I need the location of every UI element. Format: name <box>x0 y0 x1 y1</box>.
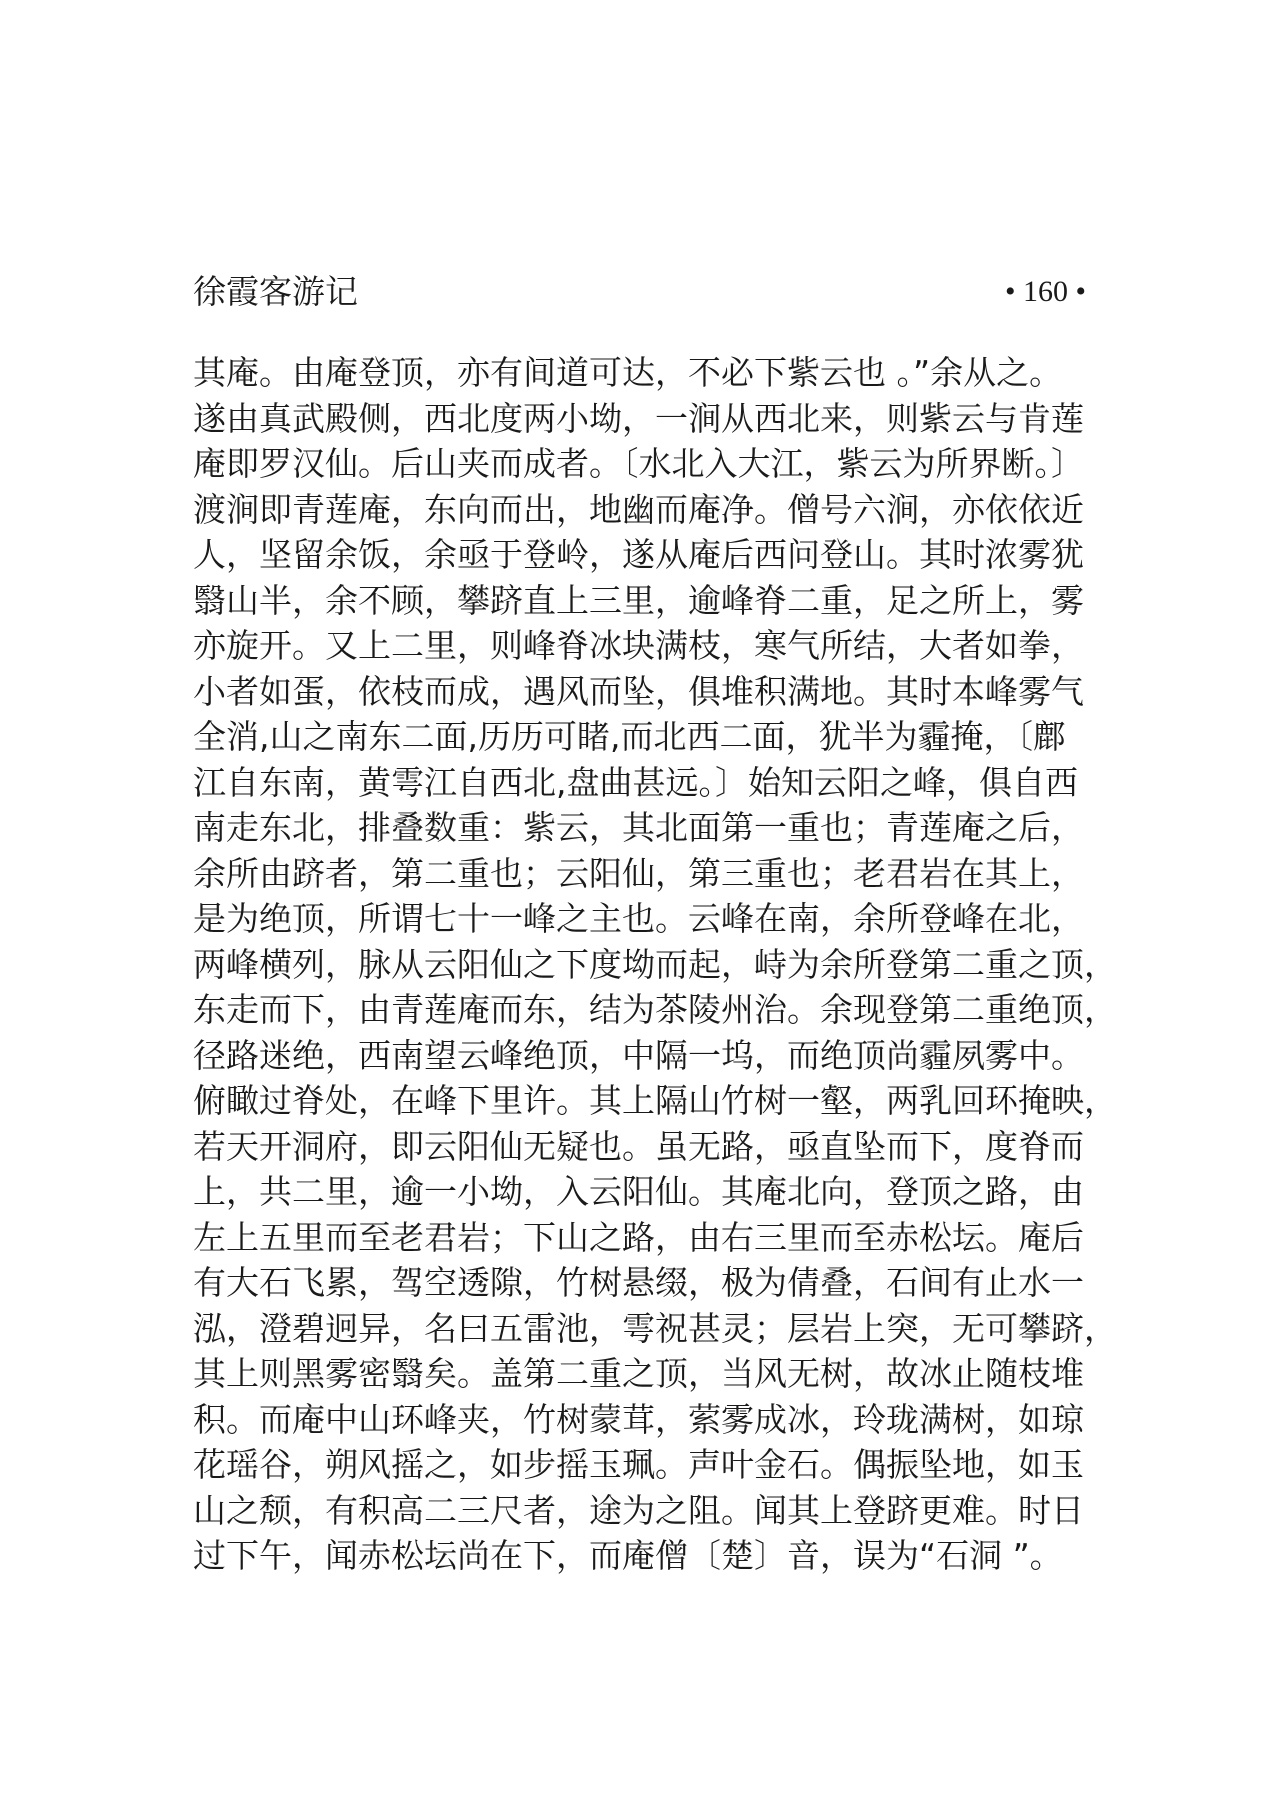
text-line: 俯瞰过脊处，在峰下里许。其上隔山竹树一壑，两乳回环掩映， <box>193 1081 1117 1120</box>
text-line: 翳山半，余不顾，攀跻直上三里，逾峰脊二重，足之所上，雾 <box>193 580 1084 620</box>
text-line: 小者如蛋，依枝而成，遇风而坠，俱堆积满地。其时本峰雾气 <box>193 671 1084 711</box>
text-line: 渡涧即青莲庵，东向而出，地幽而庵净。僧号六涧，亦依依近 <box>193 489 1084 529</box>
text-line: 亦旋开。又上二里，则峰脊冰块满枝，寒气所结，大者如拳， <box>193 626 1084 665</box>
text-line: 泓，澄碧迥异，名曰五雷池，雩祝甚灵；层岩上突，无可攀跻， <box>193 1308 1117 1348</box>
text-line: 花瑶谷，朔风摇之，如步摇玉珮。声叶金石。偶振坠地，如玉 <box>193 1445 1084 1484</box>
book-title: 徐霞客游记 <box>193 272 358 311</box>
body-text <box>193 350 1117 1579</box>
text-line: 人，坚留余饭，余亟于登岭，遂从庵后西问登山。其时浓雾犹 <box>193 535 1084 574</box>
text-line: 左上五里而至老君岩；下山之路，由右三里而至赤松坛。庵后 <box>193 1217 1084 1257</box>
text-line: 东走而下，由青莲庵而东，结为茶陵州治。余现登第二重绝顶， <box>193 990 1117 1029</box>
text-line: 江自东南，黄雩江自西北,盘曲甚远。〕始知云阳之峰，俱自西 <box>193 762 1078 802</box>
text-line: 其上则黑雾密翳矣。盖第二重之顶，当风无树，故冰止随枝堆 <box>193 1354 1084 1393</box>
text-line: 若天开洞府，即云阳仙无疑也。虽无路，亟直坠而下，度脊而 <box>193 1126 1084 1166</box>
text-line: 有大石飞累，驾空透隙，竹树悬缀，极为倩叠，石间有止水一 <box>193 1263 1084 1302</box>
text-line: 山之颓，有积高二三尺者，途为之阻。闻其上登跻更难。时日 <box>193 1490 1084 1530</box>
text-line: 过下午，闻赤松坛尚在下，而庵僧〔楚〕音，误为“石洞 ”。 <box>193 1536 1063 1575</box>
text-line: 积。而庵中山环峰夹，竹树蒙茸，萦雾成冰，玲珑满树，如琼 <box>193 1399 1084 1439</box>
text-line: 两峰横列，脉从云阳仙之下度坳而起，峙为余所登第二重之顶， <box>193 944 1117 984</box>
text-line: 南走东北，排叠数重：紫云，其北面第一重也；青莲庵之后， <box>193 808 1084 847</box>
text-line: 其庵。由庵登顶，亦有间道可达，不必下紫云也 。”余从之。 <box>193 353 1063 392</box>
text-line: 余所由跻者，第二重也；云阳仙，第三重也；老君岩在其上， <box>193 853 1084 893</box>
text-line: 庵即罗汉仙。后山夹而成者。〔水北入大江，紫云为所界断。〕 <box>193 444 1084 483</box>
text-line: 上，共二里，逾一小坳，入云阳仙。其庵北向，登顶之路，由 <box>193 1172 1084 1211</box>
text-line: 遂由真武殿侧，西北度两小坳，一涧从西北来，则紫云与肯莲 <box>193 398 1084 438</box>
page-header <box>193 268 1086 316</box>
text-line: 全消,山之南东二面,历历可睹,而北西二面，犹半为霾掩，〔鄜 <box>193 717 1066 756</box>
text-line: 是为绝顶，所谓七十一峰之主也。云峰在南，余所登峰在北， <box>193 899 1084 938</box>
text-line: 径路迷绝，西南望云峰绝顶，中隔一坞，而绝顶尚霾夙雾中。 <box>193 1035 1084 1075</box>
page-number: • 160 • <box>1004 275 1086 308</box>
